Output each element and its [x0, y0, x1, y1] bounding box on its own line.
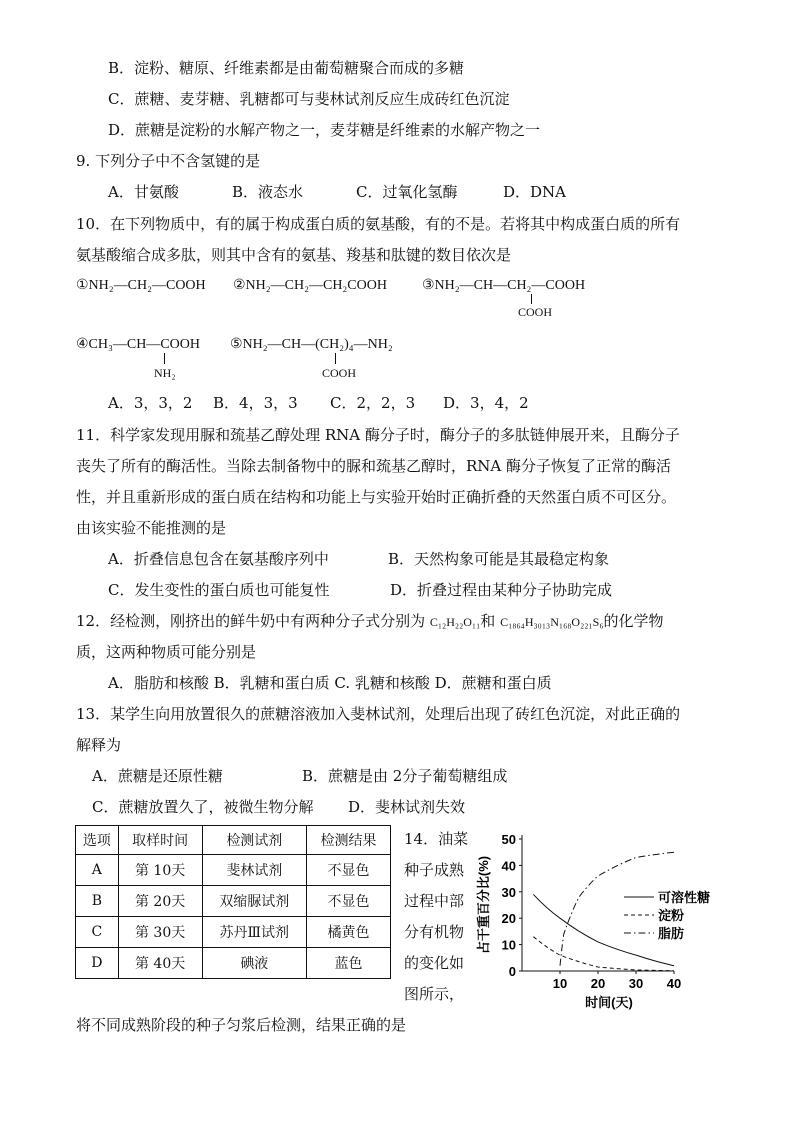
table-row	[76, 886, 391, 917]
y-tick-label: 20	[501, 911, 516, 927]
q14-stem-2: 种子成熟	[404, 861, 465, 879]
q10-option-c: C．2，2，3	[330, 394, 416, 412]
q8-option-d: D．蔗糖是淀粉的水解产物之一，麦芽糖是纤维素的水解产物之一	[108, 121, 541, 139]
q11-stem-line3: 性，并且重新形成的蛋白质在结构和功能上与实验开始时正确折叠的天然蛋白质不可区分。	[76, 488, 677, 506]
y-tick-label: 30	[501, 884, 516, 900]
formula-3-bond	[531, 294, 532, 304]
q10-option-d: D．3，4，2	[443, 394, 529, 412]
q14-stem-3: 过程中部	[404, 892, 465, 910]
table-header: 检测结果	[307, 826, 391, 855]
series-line-dashed	[533, 937, 674, 971]
formula-lactose: C₁₂H₂₂O₁₁	[429, 615, 481, 629]
table-header: 选项	[76, 826, 119, 855]
formula-5: ⑤NH₂—CH—(CH₂)₄—NH₂	[230, 337, 393, 352]
table-cell: 碘液	[202, 948, 307, 979]
table-header: 检测试剂	[202, 826, 307, 855]
table-row	[76, 948, 391, 979]
q10-option-a: A．3，3，2	[108, 394, 193, 412]
x-axis-label: 时间(天)	[585, 995, 633, 1010]
y-tick-label: 50	[501, 832, 516, 847]
q14-options-table	[75, 825, 391, 979]
table-cell: 双缩脲试剂	[202, 886, 307, 917]
table-cell: 第 30天	[118, 917, 202, 948]
q14-stem-4: 分有机物	[404, 923, 465, 941]
table-cell: A	[76, 855, 119, 886]
formula-1: ①NH₂—CH₂—COOH	[76, 278, 206, 293]
x-tick-label: 30	[628, 976, 644, 991]
table-cell: B	[76, 886, 119, 917]
q13-option-c: C．蔗糖放置久了，被微生物分解	[92, 798, 314, 816]
q13-option-d: D．斐林试剂失效	[348, 798, 466, 816]
y-tick-label: 0	[508, 964, 516, 979]
table-cell: 第 20天	[118, 886, 202, 917]
formula-3-branch: COOH	[518, 305, 553, 319]
q12-stem-b: 的化学物	[603, 612, 664, 630]
formula-4: ④CH₃—CH—COOH	[76, 337, 200, 352]
table-row	[76, 855, 391, 886]
table-cell: 不显色	[307, 886, 391, 917]
formula-3: ③NH₂—CH—CH₂—COOH	[422, 278, 586, 293]
table-cell: 第 40天	[118, 948, 202, 979]
formula-4-branch: NH₂	[154, 366, 176, 380]
q12-stem-line1	[76, 611, 664, 632]
table-header: 取样时间	[118, 826, 202, 855]
chart-series	[533, 852, 674, 971]
q9-stem: 9. 下列分子中不含氢键的是	[76, 152, 261, 170]
legend-label: 可溶性糖	[658, 890, 711, 905]
organic-matter-chart	[478, 825, 728, 1020]
q14-stem-tail: 将不同成熟阶段的种子匀浆后检测，结果正确的是	[76, 1016, 407, 1034]
x-tick-label: 20	[590, 976, 606, 991]
legend-label: 脂肪	[658, 926, 685, 941]
y-axis-label: 占干重百分比(%)	[476, 855, 491, 955]
q14-stem-5: 的变化如	[404, 954, 465, 972]
q10-stem-line1: 10．在下列物质中，有的属于构成蛋白质的氨基酸，有的不是。若将其中构成蛋白质的所有	[76, 215, 681, 233]
x-tick-label: 10	[552, 976, 568, 991]
table-header-row	[76, 826, 391, 855]
q13-stem-line2: 解释为	[76, 736, 122, 754]
table-cell: D	[76, 948, 119, 979]
y-tick-label: 10	[501, 937, 516, 953]
q11-stem-line2: 丧失了所有的酶活性。当除去制备物中的脲和巯基乙醇时，RNA 酶分子恢复了正常的酶活	[76, 457, 672, 475]
chart-legend	[624, 890, 710, 941]
q11-option-d: D．折叠过程由某种分子协助完成	[390, 581, 613, 599]
table-cell: 第 10天	[118, 855, 202, 886]
q10-option-b: B．4，3，3	[213, 394, 298, 412]
q12-stem-a: 12．经检测，刚挤出的鲜牛奶中有两种分子式分别为	[76, 612, 430, 630]
q13-option-a: A．蔗糖是还原性糖	[92, 767, 223, 785]
table-cell: 橘黄色	[307, 917, 391, 948]
formula-protein: C₁₈₆₄H₃₀₁₃N₁₆₈O₂₂₁S₆	[500, 615, 604, 629]
q9-option-a: A．甘氨酸	[108, 183, 179, 201]
q12-mid: 和	[480, 612, 501, 630]
q9-option-b: B．液态水	[232, 183, 304, 201]
formula-5-bond	[335, 353, 336, 364]
q12-stem-line2: 质，这两种物质可能分别是	[76, 643, 257, 661]
formula-4-bond	[164, 353, 165, 364]
q11-option-c: C．发生变性的蛋白质也可能复性	[108, 581, 330, 599]
y-tick-label: 40	[501, 858, 516, 874]
q14-stem-6: 图所示，	[404, 985, 465, 1003]
table-row	[76, 917, 391, 948]
q11-option-a: A．折叠信息包含在氨基酸序列中	[108, 550, 329, 568]
q8-option-c: C．蔗糖、麦芽糖、乳糖都可与斐林试剂反应生成砖红色沉淀	[108, 90, 510, 108]
table-cell: C	[76, 917, 119, 948]
table-cell: 苏丹Ⅲ试剂	[202, 917, 307, 948]
table-cell: 不显色	[307, 855, 391, 886]
table-cell: 斐林试剂	[202, 855, 307, 886]
q11-stem-line4: 由该实验不能推测的是	[76, 519, 227, 537]
q9-option-c: C．过氧化氢酶	[356, 183, 458, 201]
q13-stem-line1: 13．某学生向用放置很久的蔗糖溶液加入斐林试剂，处理后出现了砖红色沉淀，对此正确的	[76, 705, 681, 723]
q11-stem-line1: 11．科学家发现用脲和巯基乙醇处理 RNA 酶分子时，酶分子的多肽链伸展开来，且酶分子	[76, 426, 680, 444]
q13-option-b: B．蔗糖是由 2分子葡萄糖组成	[302, 767, 508, 785]
formula-5-branch: COOH	[322, 366, 357, 380]
x-tick-label: 40	[666, 976, 682, 991]
q11-option-b: B．天然构象可能是其最稳定构象	[388, 550, 610, 568]
q14-stem-1: 14．油菜	[404, 830, 469, 848]
formula-2: ②NH₂—CH₂—CH₂COOH	[233, 278, 387, 293]
series-line-solid	[533, 894, 674, 965]
q8-option-b: B．淀粉、糖原、纤维素都是由葡萄糖聚合而成的多糖	[108, 59, 465, 77]
q10-stem-line2: 氨基酸缩合成多肽，则其中含有的氨基、羧基和肽键的数目依次是	[76, 246, 512, 264]
chart-axes	[522, 835, 674, 971]
legend-label: 淀粉	[658, 908, 685, 923]
q12-options: A．脂肪和核酸 B．乳糖和蛋白质 C. 乳糖和核酸 D．蔗糖和蛋白质	[108, 674, 552, 692]
table-cell: 蓝色	[307, 948, 391, 979]
q9-option-d: D．DNA	[503, 183, 567, 201]
